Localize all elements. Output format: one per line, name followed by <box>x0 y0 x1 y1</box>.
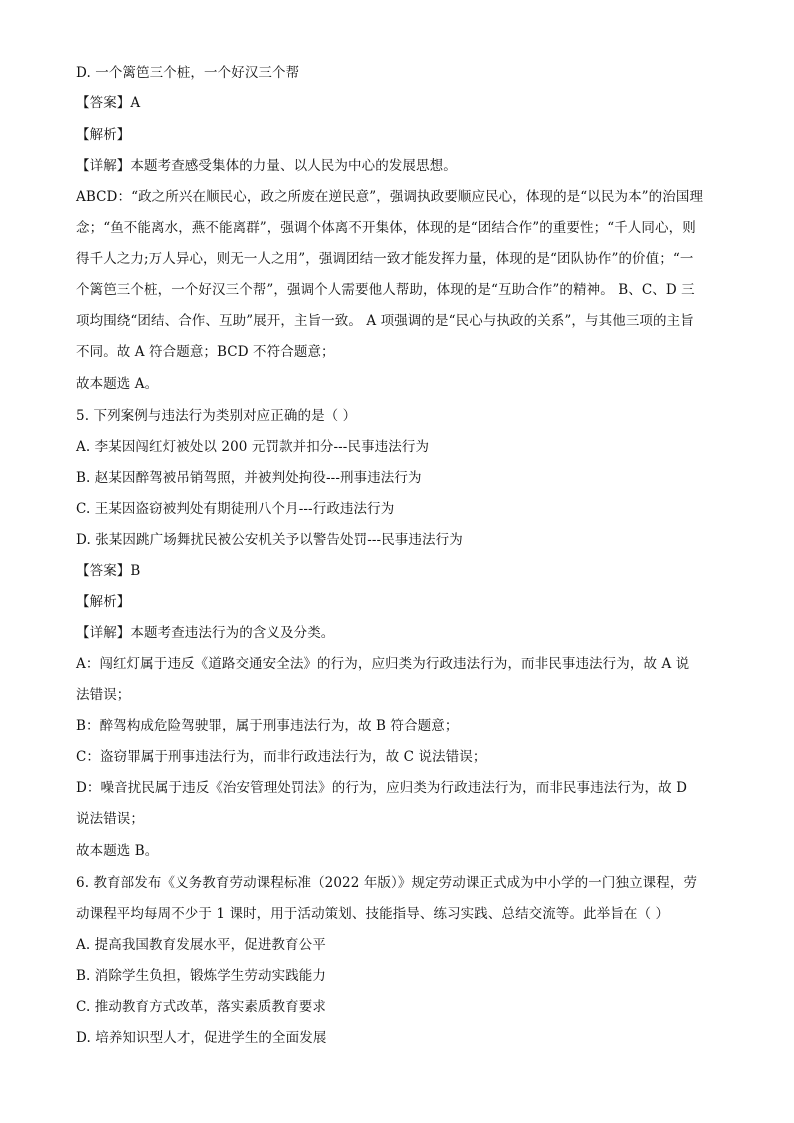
q6-option-c: C. 推动教育方式改革，落实素质教育要求 <box>76 999 326 1015</box>
q4-explanation-line-4: 个篱笆三个桩，一个好汉三个帮”，强调个人需要他人帮助，体现的是“互助合作”的精神。 B、C、D 三 <box>76 282 695 298</box>
q5-explanation-b: B：醉驾构成危险驾驶罪，属于刑事违法行为，故 B 符合题意； <box>76 718 459 734</box>
q6-stem-line-1: 6. 教育部发布《义务教育劳动课程标准（2022 年版）》规定劳动课正式成为中小学的一门独立课程，劳 <box>76 875 698 891</box>
q5-detail: 【详解】本题考查违法行为的含义及分类。 <box>76 625 335 641</box>
q5-option-b: B. 赵某因醉驾被吊销驾照，并被判处拘役---刑事违法行为 <box>76 470 422 486</box>
q4-answer: 【答案】A <box>76 95 141 111</box>
q5-explanation-d-line-2: 说法错误； <box>76 811 144 827</box>
q5-explanation-d-line-1: D：噪音扰民属于违反《治安管理处罚法》的行为，应归类为行政违法行为，而非民事违法行为，故 D <box>76 780 688 796</box>
q4-conclusion: 故本题选 A。 <box>76 376 159 392</box>
q6-option-d: D. 培养知识型人才，促进学生的全面发展 <box>76 1030 327 1046</box>
q5-answer: 【答案】B <box>76 563 141 579</box>
q4-explanation-line-6: 不同。故 A 符合题意；BCD 不符合题意； <box>76 344 335 360</box>
q6-option-b: B. 消除学生负担，锻炼学生劳动实践能力 <box>76 968 327 984</box>
q5-option-a: A. 李某因闯红灯被处以 200 元罚款并扣分---民事违法行为 <box>76 439 430 455</box>
q4-detail: 【详解】本题考查感受集体的力量、以人民为中心的发展思想。 <box>76 158 457 174</box>
q4-explanation-line-1: ABCD：“政之所兴在顺民心，政之所废在逆民意”，强调执政要顺应民心，体现的是“以民为本”的治国理 <box>76 189 704 205</box>
q4-explanation-line-2: 念；“鱼不能离水，燕不能离群”，强调个体离不开集体，体现的是“团结合作”的重要性；“千人同心，则 <box>76 220 696 236</box>
q4-explanation-line-3: 得千人之力;万人异心，则无一人之用”，强调团结一致才能发挥力量，体现的是“团队协作”的价值；“一 <box>76 251 694 267</box>
q4-option-d: D. 一个篱笆三个桩，一个好汉三个帮 <box>76 65 300 81</box>
q4-explanation-line-5: 项均围绕“团结、合作、互助”展开，主旨一致。 A 项强调的是“民心与执政的关系”，与其他三项的主旨 <box>76 313 694 329</box>
q4-analysis-heading: 【解析】 <box>76 127 131 143</box>
q5-explanation-a-line-2: 法错误； <box>76 687 131 703</box>
q5-explanation-a-line-1: A：闯红灯属于违反《道路交通安全法》的行为，应归类为行政违法行为，而非民事违法行为，故 A 说 <box>76 656 690 672</box>
q5-conclusion: 故本题选 B。 <box>76 843 159 859</box>
q5-analysis-heading: 【解析】 <box>76 594 131 610</box>
q6-option-a: A. 提高我国教育发展水平，促进教育公平 <box>76 937 326 953</box>
q5-option-c: C. 王某因盗窃被判处有期徒刑八个月---行政违法行为 <box>76 501 395 517</box>
q5-explanation-c: C：盗窃罪属于刑事违法行为，而非行政违法行为，故 C 说法错误； <box>76 749 487 765</box>
q5-option-d: D. 张某因跳广场舞扰民被公安机关予以警告处罚---民事违法行为 <box>76 532 463 548</box>
q5-stem: 5. 下列案例与违法行为类别对应正确的是（ ） <box>76 408 357 424</box>
q6-stem-line-2: 动课程平均每周不少于 1 课时，用于活动策划、技能指导、练习实践、总结交流等。此举旨在（ ） <box>76 906 670 922</box>
